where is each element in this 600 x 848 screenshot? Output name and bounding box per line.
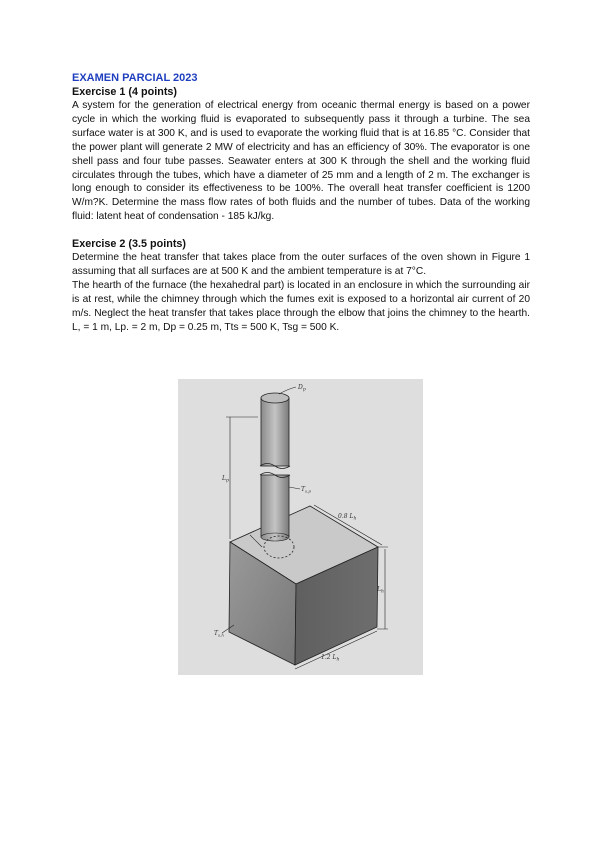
label-tsh-sub: s,h [218, 632, 224, 638]
label-depth-main: 0.8 L [338, 513, 354, 520]
dp-leader [279, 387, 296, 394]
exercise2-body-1: Determine the heat transfer that takes place from the outer surfaces of the oven shown in Figure 1 assuming that all surfaces are at 500 K and the ambient temperature is at 7°C. [72, 252, 530, 278]
label-depth-sub: h [353, 516, 357, 522]
exercise2-body-2: The hearth of the furnace (the hexahedral part) is located in an enclosure in which the surrounding air is at rest, while the chimney through which the fumes exit is exposed to a horizontal air current of 20 m/s. Neglect the heat transfer that takes place through the elbow that joins the chimney to the hearth. L, = 1 m, Lp. = 2 m, Dp = 0.25 m, Tts = 500 K, Tsg = 500 K. [72, 279, 530, 333]
label-tsp-main: T [301, 486, 306, 493]
furnace-figure [178, 379, 423, 675]
label-width-sub: h [336, 657, 340, 663]
label-tsh-main: T [214, 630, 219, 637]
label-dp-sub: p [302, 387, 306, 393]
label-tsp-sub: s,p [305, 488, 311, 494]
label-dp-main: D [298, 384, 303, 391]
label-depth [338, 513, 356, 522]
chimney-top-opening [261, 393, 289, 403]
label-dp [297, 384, 306, 393]
label-tsp [301, 486, 311, 494]
label-height-main: L [377, 586, 381, 593]
label-height-sub: h [380, 589, 384, 595]
label-width [321, 654, 339, 663]
label-width-main: 1.2 L [321, 654, 337, 661]
chimney-upper [261, 398, 289, 466]
exercise1-heading: Exercise 1 (4 points) [72, 86, 178, 98]
label-lp-sub: p [225, 478, 229, 484]
document-page [72, 71, 530, 335]
furnace-diagram [178, 379, 423, 675]
exercise1-body: A system for the generation of electrical energy from oceanic thermal energy is based on a power cycle in which the working fluid is evaporated to subsequently pass it through a turbine. The sea surface water is at 300 K, and is used to evaporate the working fluid that is at 16.85 °C. Consider that the power plant will generate 2 MW of electricity and has an efficiency of 30%. The evaporator is one shell pass and four tube passes. Seawater enters at 300 K through the shell and the working fluid circulates through the tubes, which have a diameter of 25 mm and a length of 2 m. The exchanger is long enough to consider its effectiveness to be 100%. The overall heat transfer coefficient is 1200 W/m?K. Determine the mass flow rates of both fluids and the number of tubes. Data of the working fluid: latent heat of condensation - 185 kJ/kg. [72, 100, 530, 223]
exam-title: EXAMEN PARCIAL 2023 [72, 72, 198, 84]
label-lp-main: L [222, 475, 226, 482]
chimney-lower [261, 475, 289, 537]
label-lp [221, 475, 229, 484]
label-tsh [214, 630, 224, 638]
exercise2-heading: Exercise 2 (3.5 points) [72, 238, 187, 251]
